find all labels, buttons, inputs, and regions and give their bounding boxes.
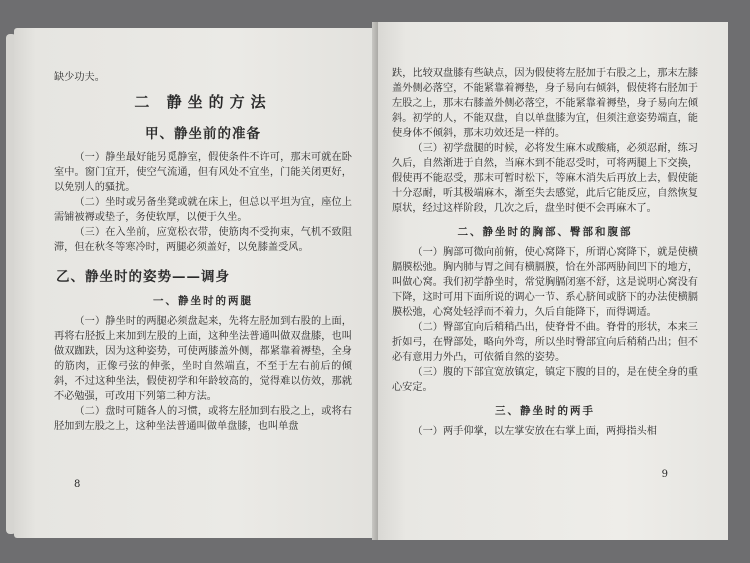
left-page xyxy=(14,28,380,538)
paragraph: （二）臀部宜向后稍稍凸出，使脊骨不曲。脊骨的形状，本来三折如弓，在臀部处，略向外弯，所以坐时臀部宜向后稍稍凸出；但不必有意用力外凸，可依循自然的姿势。 xyxy=(392,322,698,363)
paragraph: （三）初学盘腿的时候，必将发生麻木或酸痛，必须忍耐，练习久后，自然渐进于自然，当麻木到不能忍受时，可将两腿上下交换，假使再不能忍受，那末可暂时松下，等麻木消失后再放上去，假使能十分忍耐，听其极端麻木，渐至失去感觉，此后它能反应，自然恢复原状，经过这样阶段，几次之后，盘坐时便不会再麻木了。 xyxy=(392,143,698,214)
paragraph: （一）静坐最好能另觅静室，假使条件不许可，那末可就在卧室中。窗门宜开，使空气流通，但有风处不宜坐，门能关闭更好，以免别人的骚扰。 xyxy=(54,152,352,193)
subsection-title: 三、静坐时的两手 xyxy=(495,405,595,417)
section-title: 二 静坐的方法 xyxy=(134,93,272,111)
subsection-title: 一、静坐时的两腿 xyxy=(153,295,253,307)
paragraph: （一）两手仰掌，以左掌安放在右掌上面，两拇指头相 xyxy=(412,426,657,437)
paragraph: （三）在入坐前，应宽松衣带，使筋肉不受拘束，气机不致阻滞，但在秋冬等寒冷时，两腿必须盖好，以免膝盖受风。 xyxy=(54,227,352,253)
paragraph: （二）盘时可随各人的习惯，或将左胫加到右股之上，或将右胫加到左股之上，这种坐法普通叫做单盘膝，也叫单盘 xyxy=(54,406,352,432)
part-a-title: 甲、静坐前的准备 xyxy=(145,126,261,142)
paragraph: 趺，比较双盘膝有些缺点，因为假使将左胫加于右股之上，那末左膝盖外侧必落空，不能紧靠着褥垫，身子易向右倾斜，假使将右胫加于左股之上，那末右膝盖外侧必落空，不能紧靠着褥垫，身子易向左倾斜。初学的人，不能双盘，自以单盘膝为宜，但须注意姿势端直，能使身体不倾斜，那末功效还是一样的。 xyxy=(392,68,698,139)
page-number: 8 xyxy=(74,479,81,490)
paragraph: （二）坐时或另备坐凳或就在床上，但总以平坦为宜，座位上需铺被褥或垫子，务使软厚，以便于久坐。 xyxy=(54,197,352,223)
paragraph: （三）腹的下部宜宽放镇定，镇定下腹的目的，是在使全身的重心安定。 xyxy=(392,367,698,393)
lead-line: 缺少功夫。 xyxy=(54,72,105,83)
right-page xyxy=(378,22,728,540)
subsection-title: 二、静坐时的胸部、臀部和腹部 xyxy=(457,226,633,238)
paragraph: （一）胸部可微向前俯，使心窝降下，所谓心窝降下，就是使横膈膜松弛。胸内肺与胃之间有横膈膜，恰在外部两胁间凹下的地方，叫做心窝。我们初学静坐时，常觉胸膈闭塞不舒，这是说明心窝没有下降，这时可用下面所说的调心一节、系心脐间或脐下的办法使横膈膜松弛，心窝处轻浮而不着力，久后自能降下，而得调适。 xyxy=(392,247,698,318)
paragraph: （一）静坐时的两腿必须盘起来，先将左胫加到右股的上面，再将右胫扳上来加到左股的上面，这种坐法普通叫做双盘膝，也叫做双跏趺，因为这种姿势，可使两膝盖外侧，都紧靠着褥垫，全身的筋肉，正像弓弦的伸张，坐时自然端直，不至于左右前后的倾斜，不过这种坐法，假使初学和年龄较高的，觉得难以仿效，那就不必勉强，可改用下列第二种方法。 xyxy=(54,316,352,402)
page-number: 9 xyxy=(661,469,668,480)
part-b-title: 乙、静坐时的姿势——调身 xyxy=(56,269,230,285)
